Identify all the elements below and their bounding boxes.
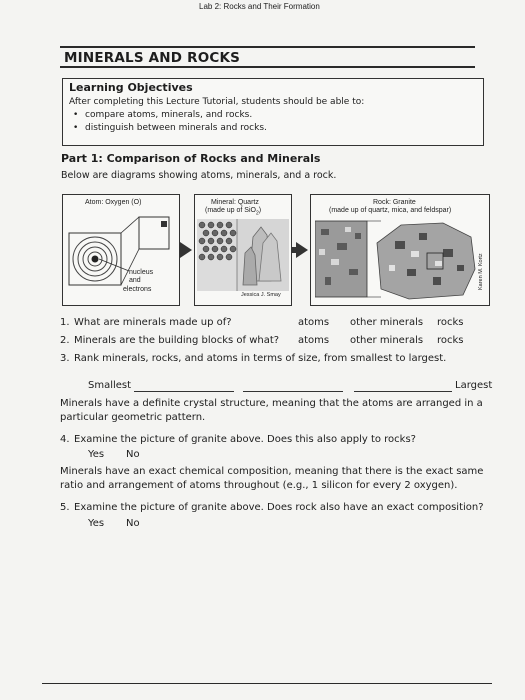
q4-text: Examine the picture of granite above. Does this also apply to rocks? — [74, 434, 416, 445]
part1-intro: Below are diagrams showing atoms, minerals, and a rock. — [61, 170, 337, 181]
q3-number: 3. — [60, 353, 70, 364]
bottom-rule — [42, 683, 492, 684]
rank-blank-2[interactable] — [243, 391, 343, 392]
q4-option-yes[interactable]: Yes — [88, 449, 105, 460]
q1-number: 1. — [60, 317, 70, 328]
q4-number: 4. — [60, 434, 70, 445]
q2-option-rocks[interactable]: rocks — [437, 335, 464, 346]
and-label: and — [129, 277, 141, 284]
q3-text: Rank minerals, rocks, and atoms in terms of size, from smallest to largest. — [74, 353, 447, 364]
q1-option-atoms[interactable]: atoms — [298, 317, 330, 328]
mineral-sublabel-suffix: ) — [258, 207, 262, 214]
mineral-sublabel — [205, 207, 261, 216]
q5-number: 5. — [60, 502, 70, 513]
atom-diagram — [62, 194, 180, 306]
q1-text: What are minerals made up of? — [74, 317, 232, 328]
rock-diagram — [310, 194, 490, 306]
mineral-credit: Jessica J. Smay — [241, 292, 281, 298]
atom-illustration — [65, 213, 177, 303]
atom-label: Atom: Oxygen (O) — [85, 199, 142, 206]
q5-option-yes[interactable]: Yes — [88, 518, 105, 529]
objective-item: • compare atoms, minerals, and rocks. — [85, 110, 252, 120]
q2-text: Minerals are the building blocks of what? — [74, 335, 280, 346]
rock-sublabel: (made up of quartz, mica, and feldspar) — [329, 207, 452, 214]
objectives-intro: After completing this Lecture Tutorial, students should be able to: — [69, 97, 365, 107]
q2-number: 2. — [60, 335, 70, 346]
q5-option-no[interactable]: No — [126, 518, 140, 529]
granite-illustration — [315, 219, 477, 301]
objectives-heading: Learning Objectives — [69, 81, 193, 94]
section-title: MINERALS AND ROCKS — [64, 50, 241, 66]
rank-blank-1[interactable] — [134, 391, 234, 392]
nucleus-label: nucleus — [129, 269, 154, 276]
mineral-diagram — [194, 194, 292, 306]
rank-blank-3[interactable] — [354, 391, 452, 392]
chemical-composition-paragraph: Minerals have an exact chemical composition, meaning that there is the exact same ratio and arrangement of atoms throughout (e.g., 1 silicon for every 2 oxygen). — [60, 466, 484, 491]
quartz-illustration — [197, 219, 289, 291]
q2-option-atoms[interactable]: atoms — [298, 335, 330, 346]
electrons-label: electrons — [123, 286, 152, 293]
rock-credit: Karen M. Kortz — [478, 253, 484, 290]
arrow-right-icon — [180, 242, 192, 258]
q5-text: Examine the picture of granite above. Does rock also have an exact composition? — [74, 502, 484, 513]
section-top-rule — [60, 46, 475, 48]
crystal-structure-paragraph: Minerals have a definite crystal structure, meaning that the atoms are arranged in a particular geometric pattern. — [60, 398, 483, 423]
q4-option-no[interactable]: No — [126, 449, 140, 460]
smallest-label: Smallest — [88, 380, 132, 391]
learning-objectives-box — [62, 78, 484, 146]
mineral-label: Mineral: Quartz — [211, 199, 259, 206]
mineral-sublabel-prefix: (made up of SiO — [205, 207, 256, 214]
q1-option-other-minerals[interactable]: other minerals — [350, 317, 424, 328]
mineral-sublabel-subscript: 2 — [255, 210, 259, 217]
objective-item: • distinguish between minerals and rocks. — [85, 123, 267, 133]
lab-title: Lab 2: Rocks and Their Formation — [199, 2, 320, 11]
arrow-right-icon — [296, 242, 308, 258]
rock-label: Rock: Granite — [373, 199, 416, 206]
part1-title: Part 1: Comparison of Rocks and Minerals — [61, 152, 321, 165]
q2-option-other-minerals[interactable]: other minerals — [350, 335, 424, 346]
section-bottom-rule — [60, 66, 475, 68]
q1-option-rocks[interactable]: rocks — [437, 317, 464, 328]
largest-label: Largest — [455, 380, 493, 391]
